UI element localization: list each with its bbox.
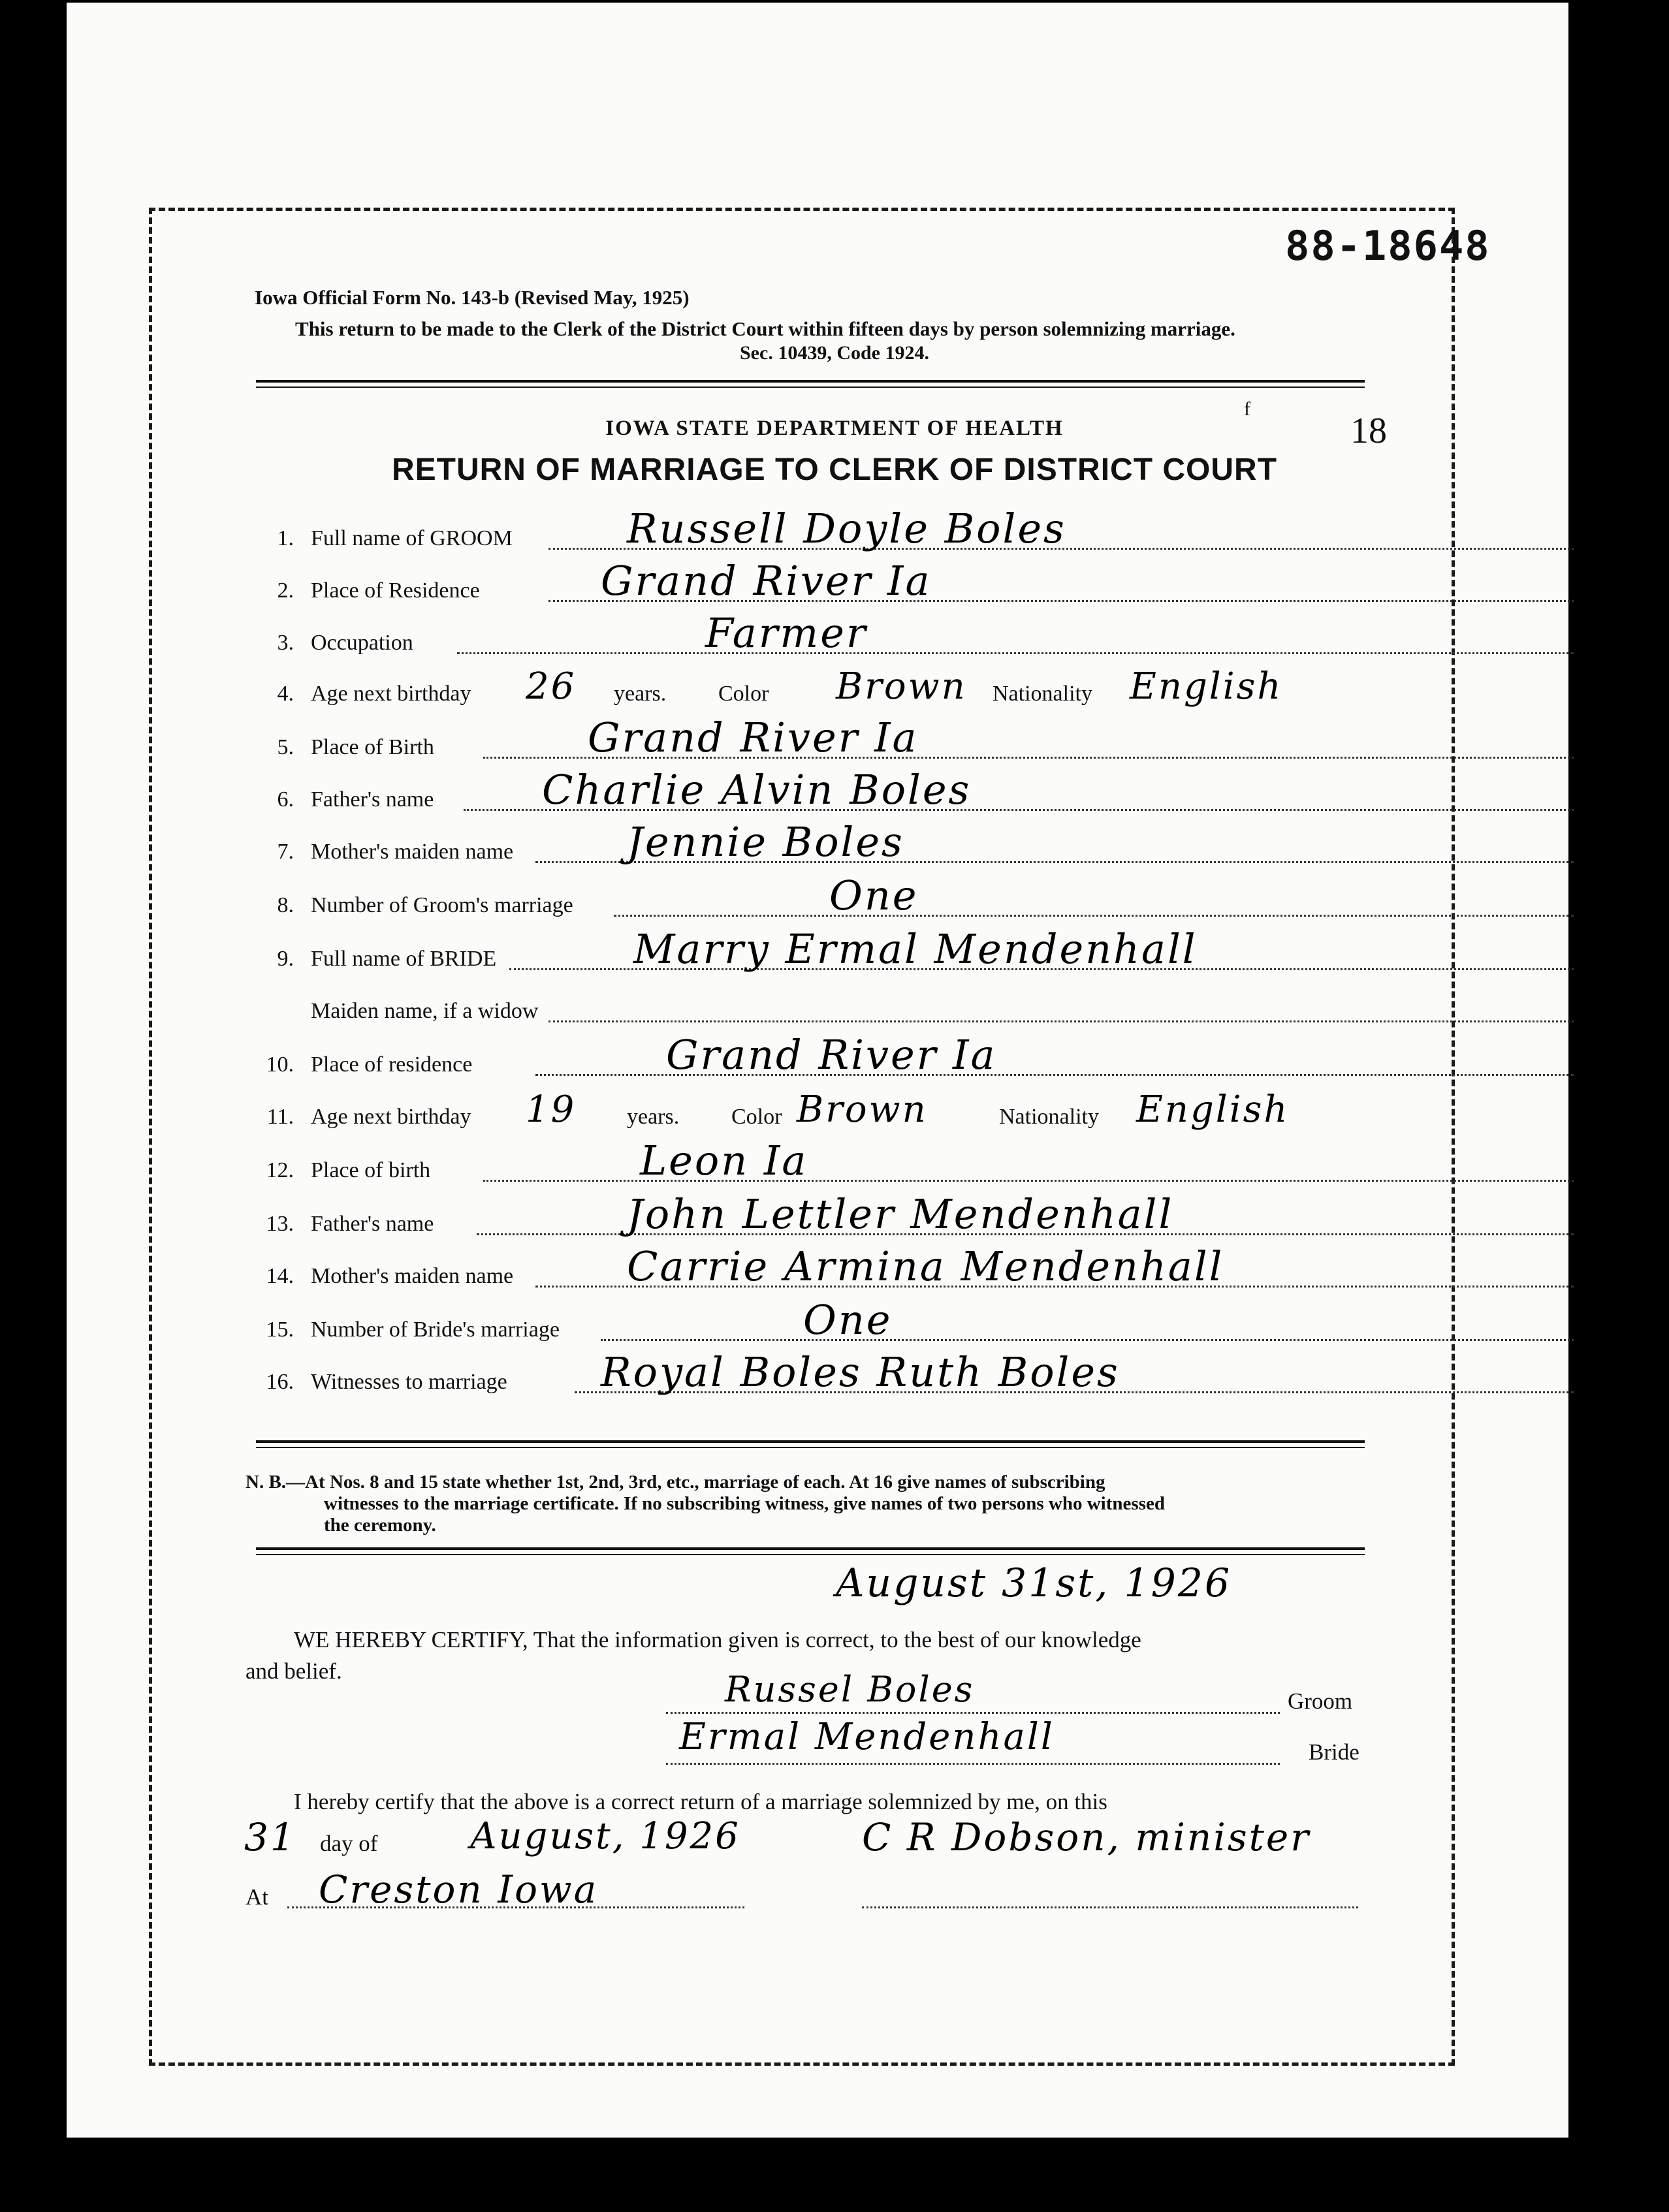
day-of-label: day of bbox=[320, 1831, 378, 1856]
field-label: Occupation bbox=[311, 631, 413, 655]
field-bride-marriage-number bbox=[261, 1296, 1450, 1346]
department-name: IOWA STATE DEPARTMENT OF HEALTH bbox=[605, 417, 1064, 440]
field-label: Witnesses to marriage bbox=[311, 1370, 507, 1394]
nb-rule-top bbox=[256, 1440, 1365, 1443]
fill-line bbox=[548, 1020, 1574, 1022]
handwritten-value: Grand River Ia bbox=[588, 714, 919, 761]
handwritten-value: Carrie Armina Mendenhall bbox=[627, 1242, 1224, 1290]
field-groom-marriage-number bbox=[261, 872, 1450, 922]
field-label: Full name of GROOM bbox=[311, 526, 513, 550]
color-label: Color bbox=[731, 1105, 782, 1129]
handwritten-value: John Lettler Mendenhall bbox=[627, 1190, 1174, 1238]
handwritten-value: Marry Ermal Mendenhall bbox=[633, 925, 1198, 973]
handwritten-value: Charlie Alvin Boles bbox=[542, 766, 972, 814]
field-number: 11. bbox=[266, 1105, 294, 1129]
field-groom-age-color-nationality bbox=[261, 665, 1450, 710]
field-bride-name bbox=[261, 925, 1450, 975]
color-label: Color bbox=[718, 682, 769, 706]
handwritten-value: One bbox=[803, 1296, 893, 1344]
groom-nationality: English bbox=[1130, 665, 1283, 708]
nb-rule-top-2 bbox=[256, 1447, 1365, 1448]
field-number: 10. bbox=[266, 1052, 294, 1077]
bride-color: Brown bbox=[797, 1088, 928, 1131]
field-label: Full name of BRIDE bbox=[311, 947, 497, 971]
nationality-label: Nationality bbox=[993, 682, 1092, 706]
field-bride-father bbox=[261, 1190, 1450, 1240]
document-number: 88-18648 bbox=[1285, 222, 1491, 270]
marriage-month-year: August, 1926 bbox=[470, 1815, 740, 1857]
bride-signature: Ermal Mendenhall bbox=[679, 1716, 1055, 1758]
field-label: Place of birth bbox=[311, 1158, 431, 1182]
bride-age: 19 bbox=[526, 1088, 577, 1131]
page-number: 18 bbox=[1350, 411, 1387, 451]
field-number: 8. bbox=[277, 893, 294, 917]
field-label: Place of Residence bbox=[311, 578, 480, 603]
bride-signature-line bbox=[666, 1763, 1280, 1765]
field-bride-mother bbox=[261, 1242, 1450, 1293]
nb-rule-bottom-2 bbox=[256, 1554, 1365, 1555]
years-label: years. bbox=[614, 682, 667, 706]
field-number: 5. bbox=[277, 735, 294, 759]
field-label: Place of residence bbox=[311, 1052, 473, 1077]
field-bride-birthplace bbox=[261, 1137, 1450, 1187]
return-instruction: This return to be made to the Clerk of the District Court within fifteen days by person solemnizing marriage. bbox=[295, 317, 1235, 340]
note-line-3: the ceremony. bbox=[324, 1515, 436, 1536]
field-number: 16. bbox=[266, 1370, 294, 1394]
groom-signature-line bbox=[666, 1712, 1280, 1714]
field-groom-father bbox=[261, 766, 1450, 816]
groom-age: 26 bbox=[526, 665, 577, 708]
field-number: 13. bbox=[266, 1212, 294, 1236]
marriage-place: Creston Iowa bbox=[319, 1867, 599, 1912]
header-rule-bottom bbox=[256, 387, 1365, 388]
officiant-line bbox=[862, 1906, 1358, 1908]
bride-label: Bride bbox=[1309, 1739, 1359, 1765]
handwritten-value: Jennie Boles bbox=[627, 818, 904, 866]
groom-color: Brown bbox=[836, 665, 967, 708]
field-label: Age next birthday bbox=[311, 682, 471, 706]
nb-rule-bottom bbox=[256, 1547, 1365, 1550]
field-bride-maiden-name bbox=[261, 988, 1450, 1028]
field-label: Number of Groom's marriage bbox=[311, 893, 573, 917]
handwritten-value: One bbox=[829, 872, 919, 919]
instructions-note bbox=[246, 1472, 1369, 1536]
field-number: 3. bbox=[277, 631, 294, 655]
field-number: 15. bbox=[266, 1318, 294, 1342]
officiant-signature: C R Dobson, minister bbox=[862, 1815, 1311, 1859]
fill-line bbox=[601, 1339, 1574, 1341]
note-line-1: N. B.—At Nos. 8 and 15 state whether 1st, 2nd, 3rd, etc., marriage of each. At 16 give names of subscribing bbox=[246, 1472, 1105, 1493]
marriage-day: 31 bbox=[244, 1815, 296, 1859]
header-rule-top bbox=[256, 380, 1365, 383]
field-bride-residence bbox=[261, 1031, 1450, 1081]
handwritten-value: Farmer bbox=[705, 609, 868, 657]
field-number: 9. bbox=[277, 947, 294, 971]
years-label: years. bbox=[627, 1105, 680, 1129]
note-line-2: witnesses to the marriage certificate. If no subscribing witness, give names of two persons who witnessed bbox=[324, 1493, 1165, 1514]
field-groom-mother bbox=[261, 818, 1450, 868]
field-label: Mother's maiden name bbox=[311, 1264, 514, 1288]
fill-line bbox=[614, 915, 1574, 917]
field-label: Age next birthday bbox=[311, 1105, 471, 1129]
handwritten-value: Leon Ia bbox=[640, 1137, 808, 1184]
handwritten-value: Grand River Ia bbox=[601, 557, 932, 605]
field-bride-age-color-nationality bbox=[261, 1088, 1450, 1133]
field-number: 7. bbox=[277, 840, 294, 864]
field-label: Number of Bride's marriage bbox=[311, 1318, 560, 1342]
groom-label: Groom bbox=[1288, 1688, 1353, 1714]
field-label: Maiden name, if a widow bbox=[311, 999, 539, 1023]
form-title: RETURN OF MARRIAGE TO CLERK OF DISTRICT COURT bbox=[391, 452, 1278, 487]
code-section: Sec. 10439, Code 1924. bbox=[740, 342, 929, 364]
handwritten-value: Royal Boles Ruth Boles bbox=[601, 1348, 1120, 1396]
field-groom-name bbox=[261, 505, 1450, 555]
field-groom-residence bbox=[261, 557, 1450, 607]
margin-mark: f bbox=[1244, 398, 1250, 420]
nationality-label: Nationality bbox=[999, 1105, 1099, 1129]
certify-statement: WE HEREBY CERTIFY, That the information given is correct, to the best of our knowledge bbox=[294, 1627, 1141, 1652]
bride-nationality: English bbox=[1136, 1088, 1290, 1131]
field-number: 6. bbox=[277, 787, 294, 812]
field-number: 1. bbox=[277, 526, 294, 550]
place-line bbox=[287, 1906, 744, 1908]
certification-date: August 31st, 1926 bbox=[836, 1560, 1232, 1606]
fill-line bbox=[457, 652, 1574, 654]
field-label: Father's name bbox=[311, 787, 434, 812]
field-label: Place of Birth bbox=[311, 735, 434, 759]
field-number: 12. bbox=[266, 1158, 294, 1182]
officiant-statement: I hereby certify that the above is a correct return of a marriage solemnized by me, on this bbox=[294, 1789, 1107, 1814]
field-number: 4. bbox=[277, 682, 294, 706]
form-number: Iowa Official Form No. 143-b (Revised May, 1925) bbox=[255, 286, 690, 309]
field-groom-birthplace bbox=[261, 714, 1450, 764]
certify-statement-cont: and belief. bbox=[246, 1658, 342, 1684]
field-number: 2. bbox=[277, 578, 294, 603]
at-label: At bbox=[246, 1884, 268, 1910]
field-label: Father's name bbox=[311, 1212, 434, 1236]
field-number: 14. bbox=[266, 1264, 294, 1288]
handwritten-value: Grand River Ia bbox=[666, 1031, 997, 1079]
field-label: Mother's maiden name bbox=[311, 840, 514, 864]
field-groom-occupation bbox=[261, 609, 1450, 659]
groom-signature: Russel Boles bbox=[725, 1669, 975, 1710]
handwritten-value: Russell Doyle Boles bbox=[627, 505, 1066, 552]
field-witnesses bbox=[261, 1348, 1450, 1398]
